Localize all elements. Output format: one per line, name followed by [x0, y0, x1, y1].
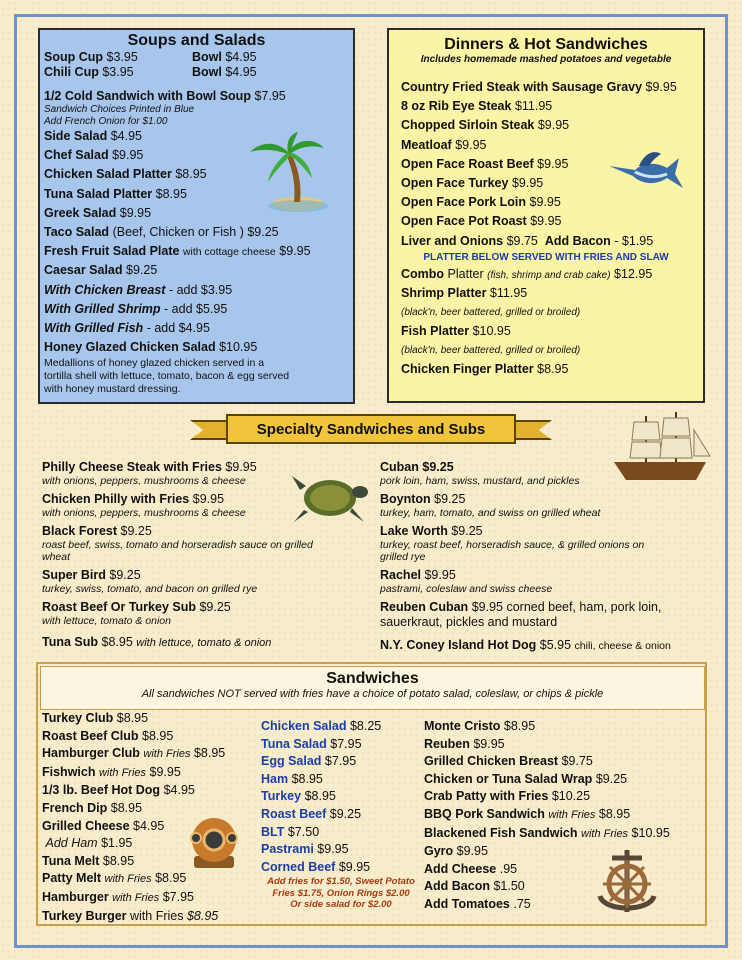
sandwich-item: French Dip $8.95: [42, 800, 143, 815]
sandwich-item: Gyro $9.95: [424, 844, 488, 859]
sandwich-item: Tuna Melt $8.95: [42, 853, 135, 868]
honey-desc2: tortilla shell with lettuce, tomato, bacon & egg served: [44, 370, 290, 383]
sandwich-item: Patty Melt with Fries $8.95: [42, 871, 187, 886]
sandwich-item: Roast Beef $9.25: [261, 806, 362, 821]
soup-row: Soup Cup $3.95 Bowl $4.95: [44, 50, 257, 64]
sandwich-item: Hamburger Club with Fries $8.95: [42, 746, 226, 761]
dinner-item: Open Face Pot Roast $9.95: [401, 214, 562, 229]
sandwich-item: Corned Beef $9.95: [261, 859, 371, 874]
salad-item: Side Salad $4.95: [44, 129, 142, 143]
soups-title: Soups and Salads: [127, 32, 266, 49]
turtle-icon: [290, 470, 370, 526]
specialty-item: Black Forest $9.25 roast beef, swiss, tomato and horseradish sauce on grilled wheat: [42, 524, 313, 563]
sandwich-item: Turkey $8.95: [261, 789, 336, 804]
sandwich-item: Add Tomatoes .75: [424, 896, 531, 911]
salad-addon-item: With Grilled Shrimp - add $5.95: [44, 301, 228, 316]
specialty-item: Rachel $9.95 pastrami, coleslaw and swiss cheese: [380, 568, 553, 595]
fries-note3: Or side salad for $2.00: [290, 899, 392, 911]
shrimp-platter-item: Shrimp Platter $11.95: [401, 286, 528, 301]
dinner-item: 8 oz Rib Eye Steak $11.95: [401, 99, 553, 114]
caesar-salad-item: Caesar Salad $9.25: [44, 263, 158, 278]
specialty-item: Super Bird $9.25 turkey, swiss, tomato, and bacon on grilled rye: [42, 568, 258, 595]
sandwich-item: 1/3 lb. Beef Hot Dog $4.95: [42, 783, 195, 798]
chicken-finger-item: Chicken Finger Platter $8.95: [401, 362, 569, 377]
shrimp-desc: (black'n, beer battered, grilled or broiled): [401, 307, 581, 319]
specialty-banner: [190, 410, 552, 448]
specialty-item: Cuban $9.25 pork loin, ham, swiss, mustard, and pickles: [380, 460, 580, 487]
sandwich-item: Fishwich with Fries $9.95: [42, 764, 181, 779]
dinner-item: Open Face Pork Loin $9.95: [401, 195, 561, 210]
salad-item: Greek Salad $9.95: [44, 205, 152, 220]
sandwich-item: Ham $8.95: [261, 771, 323, 786]
dinners-subtitle: Includes homemade mashed potatoes and vegetable: [420, 54, 672, 65]
sandwich-item: Monte Cristo $8.95: [424, 719, 536, 733]
add-ham-item: Add Ham $1.95: [45, 836, 133, 851]
fruit-salad-item: Fresh Fruit Salad Plate with cottage cheese $9.95: [44, 244, 311, 259]
sandwich-item: Hamburger with Fries $7.95: [42, 889, 194, 904]
specialty-item: Roast Beef Or Turkey Sub $9.25 with lettuce, tomato & onion: [42, 600, 231, 627]
salad-item: Chicken Salad Platter $8.95: [44, 167, 207, 182]
liver-item: Liver and Onions $9.75 Add Bacon - $1.95: [401, 233, 654, 248]
tuna-sub-item: Tuna Sub $8.95 with lettuce, tomato & onion: [42, 635, 272, 649]
salad-addon-item: With Grilled Fish - add $4.95: [44, 321, 210, 336]
sandwich-item: Blackened Fish Sandwich with Fries $10.95: [424, 825, 670, 840]
fries-note2: Fries $1.75, Onion Rings $2.00: [272, 887, 410, 899]
dinner-item: Chopped Sirloin Steak $9.95: [401, 118, 570, 133]
sandwich-item: BLT $7.50: [261, 824, 320, 839]
honey-desc3: with honey mustard dressing.: [44, 383, 181, 396]
sandwich-item: Roast Beef Club $8.95: [42, 728, 174, 743]
sandwich-item: Tuna Salad $7.95: [261, 736, 362, 751]
sandwich-item: Add Bacon $1.50: [424, 879, 525, 894]
fish-desc: (black'n, beer battered, grilled or broiled): [401, 345, 581, 357]
half-sandwich-item: 1/2 Cold Sandwich with Bowl Soup $7.95: [44, 89, 286, 103]
dinner-item: Meatloaf $9.95: [401, 137, 487, 152]
specialty-item: Philly Cheese Steak with Fries $9.95 with onions, peppers, mushrooms & cheese: [42, 460, 257, 487]
sandwich-item: Reuben $9.95: [424, 736, 505, 751]
salad-item: Tuna Salad Platter $8.95: [44, 186, 187, 201]
sandwich-item: Crab Patty with Fries $10.25: [424, 789, 591, 804]
marlin-icon: [605, 148, 685, 200]
honey-salad-item: Honey Glazed Chicken Salad $10.95: [44, 340, 258, 355]
taco-salad-item: Taco Salad (Beef, Chicken or Fish ) $9.25: [44, 225, 279, 240]
half-sandwich-note2: Add French Onion for $1.00: [44, 115, 168, 127]
sandwich-item: Chicken or Tuna Salad Wrap $9.25: [424, 771, 628, 786]
specialty-right-column: [380, 460, 710, 659]
sandwich-item: Chicken Salad $8.25: [261, 719, 382, 733]
addon-list: [44, 281, 349, 339]
dinner-item: Open Face Roast Beef $9.95: [401, 156, 569, 171]
sandwich-item: Egg Salad $7.95: [261, 754, 357, 769]
anchor-wheel-icon: [594, 846, 660, 920]
turkey-burger-item: Turkey Burger with Fries $8.95: [42, 908, 219, 923]
sandwich-item: BBQ Pork Sandwich with Fries $8.95: [424, 806, 631, 821]
sandwiches-header: [40, 666, 705, 710]
combo-item: Combo Platter (fish, shrimp and crab cake) $12.95: [401, 266, 653, 281]
specialty-item: Chicken Philly with Fries $9.95 with onions, peppers, mushrooms & cheese: [42, 492, 246, 519]
sandwiches-subtitle: All sandwiches NOT served with fries have a choice of potato salad, coleslaw, or chips & pickle: [141, 688, 604, 700]
diving-helmet-icon: [186, 812, 242, 872]
sandwich-item: Turkey Club $8.95: [42, 711, 149, 725]
palm-tree-icon: [246, 132, 328, 214]
dinner-item: Open Face Turkey $9.95: [401, 176, 544, 191]
honey-desc1: Medallions of honey glazed chicken served in a: [44, 357, 265, 370]
chili-row: Chili Cup $3.95 Bowl $4.95: [44, 65, 257, 79]
dinners-title: Dinners & Hot Sandwiches: [444, 36, 648, 53]
platter-note: PLATTER BELOW SERVED WITH FRIES AND SLAW: [423, 251, 669, 263]
soups-salads-section: [38, 28, 355, 404]
sandwich-column-2: [261, 718, 421, 911]
sandwich-item: Grilled Cheese $4.95: [42, 818, 165, 833]
salad-item: Chef Salad $9.95: [44, 148, 144, 163]
sandwich-item: Add Cheese .95: [424, 861, 518, 876]
sandwiches-title: Sandwiches: [326, 670, 419, 687]
fish-platter-item: Fish Platter $10.95: [401, 324, 511, 339]
specialty-item: Lake Worth $9.25 turkey, roast beef, horseradish sauce, & grilled onions on grilled rye: [380, 524, 645, 563]
reuben-cuban-item: Reuben Cuban $9.95 corned beef, ham, pork loin, sauerkraut, pickles and mustard: [380, 600, 662, 629]
dinners-section: [387, 28, 705, 403]
specialty-item: Boynton $9.25 turkey, ham, tomato, and swiss on grilled wheat: [380, 492, 601, 519]
sandwich-item: Pastrami $9.95: [261, 842, 349, 857]
dinner-item: Country Fried Steak with Sausage Gravy $9.95: [401, 80, 677, 94]
coney-dog-item: N.Y. Coney Island Hot Dog $5.95 chili, cheese & onion: [380, 638, 671, 652]
salad-addon-item: With Chicken Breast - add $3.95: [44, 282, 233, 297]
sandwich-item: Grilled Chicken Breast $9.75: [424, 754, 593, 769]
half-sandwich-note1: Sandwich Choices Printed in Blue: [44, 104, 195, 115]
specialty-title: Specialty Sandwiches and Subs: [226, 414, 516, 444]
fries-note1: Add fries for $1.50, Sweet Potato: [267, 876, 415, 888]
